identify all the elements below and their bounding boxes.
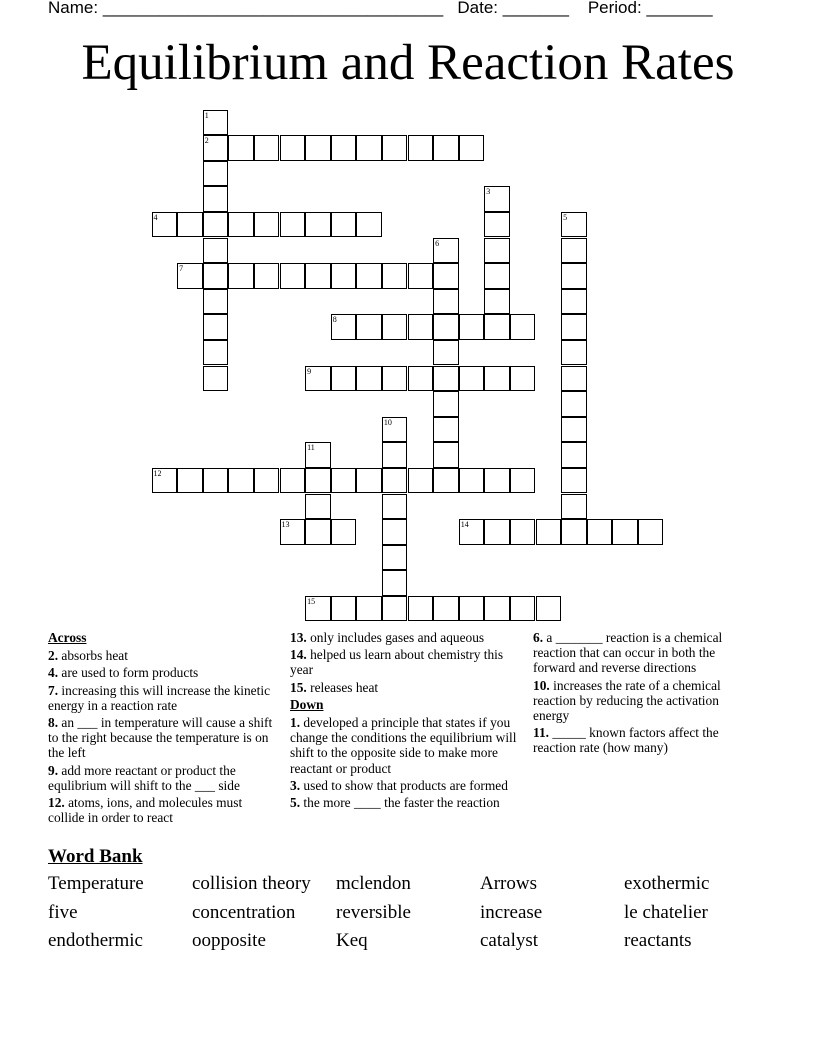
- crossword-cell[interactable]: [561, 391, 587, 417]
- crossword-cell[interactable]: [203, 340, 229, 366]
- clue-column-2: [290, 630, 522, 812]
- clue-number: 4.: [48, 665, 59, 681]
- crossword-cell[interactable]: [382, 263, 408, 289]
- across-clue-9: [48, 763, 274, 793]
- word-bank-word: reactants: [624, 930, 692, 951]
- word-bank-word: Temperature: [48, 873, 144, 894]
- clue-number: 15.: [290, 679, 307, 695]
- crossword-cell[interactable]: [280, 212, 306, 238]
- crossword-cell[interactable]: [433, 135, 459, 161]
- crossword-cell[interactable]: [561, 417, 587, 443]
- crossword-cell[interactable]: [382, 135, 408, 161]
- clue-number: 11.: [533, 725, 549, 741]
- cell-number: 9: [307, 366, 312, 376]
- crossword-cell[interactable]: [331, 596, 357, 622]
- across-clue-13: [290, 630, 522, 645]
- crossword-cell[interactable]: [177, 263, 203, 289]
- name-blank[interactable]: ____________________________________: [102, 0, 444, 17]
- crossword-cell[interactable]: [459, 314, 485, 340]
- word-bank-word: le chatelier: [624, 902, 708, 923]
- crossword-cell[interactable]: [433, 314, 459, 340]
- crossword-cell[interactable]: [254, 263, 280, 289]
- crossword-cell[interactable]: [382, 442, 408, 468]
- crossword-cell[interactable]: [356, 212, 382, 238]
- clue-text: are used to form products: [61, 665, 199, 681]
- crossword-cell[interactable]: [561, 366, 587, 392]
- crossword-cell[interactable]: [280, 263, 306, 289]
- down-heading: Down: [290, 696, 324, 712]
- crossword-cell[interactable]: [177, 468, 203, 494]
- word-bank-word: Keq: [336, 930, 368, 951]
- crossword-cell[interactable]: [433, 238, 459, 264]
- crossword-cell[interactable]: [203, 238, 229, 264]
- crossword-cell[interactable]: [382, 417, 408, 443]
- crossword-cell[interactable]: [484, 289, 510, 315]
- word-bank-word: endothermic: [48, 930, 143, 951]
- crossword-cell[interactable]: [203, 161, 229, 187]
- crossword-cell[interactable]: [382, 494, 408, 520]
- crossword-cell[interactable]: [305, 212, 331, 238]
- crossword-cell[interactable]: [408, 135, 434, 161]
- crossword-cell[interactable]: [228, 468, 254, 494]
- crossword-cell[interactable]: [356, 314, 382, 340]
- cell-number: 12: [153, 468, 162, 478]
- crossword-cell[interactable]: [203, 212, 229, 238]
- crossword-cell[interactable]: [561, 263, 587, 289]
- crossword-cell[interactable]: [561, 442, 587, 468]
- crossword-cell[interactable]: [459, 366, 485, 392]
- clue-text: a _______ reaction is a chemical reaction that can occur in both the forward and reverse directions: [533, 630, 723, 676]
- crossword-cell[interactable]: [561, 340, 587, 366]
- clue-number: 6.: [533, 630, 544, 645]
- crossword-cell[interactable]: [561, 494, 587, 520]
- down-clue-11: [533, 725, 755, 755]
- crossword-cell[interactable]: [484, 263, 510, 289]
- name-label: Name:: [48, 0, 99, 17]
- crossword-cell[interactable]: [433, 417, 459, 443]
- crossword-cell[interactable]: [510, 519, 536, 545]
- word-bank-word: exothermic: [624, 873, 710, 894]
- crossword-cell[interactable]: [382, 545, 408, 571]
- clue-text: only includes gases and aqueous: [310, 630, 485, 645]
- crossword-cell[interactable]: [254, 212, 280, 238]
- crossword-cell[interactable]: [408, 596, 434, 622]
- clue-text: releases heat: [310, 679, 379, 695]
- clue-text: increasing this will increase the kinetic energy in a reaction rate: [48, 682, 271, 713]
- crossword-cell[interactable]: [510, 314, 536, 340]
- crossword-cell[interactable]: [331, 212, 357, 238]
- crossword-cell[interactable]: [152, 212, 178, 238]
- crossword-cell[interactable]: [433, 596, 459, 622]
- word-bank-word: reversible: [336, 902, 411, 923]
- crossword-cell[interactable]: [331, 135, 357, 161]
- across-clue-15: [290, 680, 522, 695]
- crossword-cell[interactable]: [433, 340, 459, 366]
- crossword-cell[interactable]: [561, 289, 587, 315]
- crossword-cell[interactable]: [561, 468, 587, 494]
- crossword-cell[interactable]: [382, 468, 408, 494]
- clue-text: atoms, ions, and molecules must collide in order to react: [48, 795, 243, 826]
- word-bank-title: Word Bank: [48, 846, 143, 867]
- crossword-cell[interactable]: [228, 263, 254, 289]
- clue-text: used to show that products are formed: [303, 777, 508, 793]
- crossword-cell[interactable]: [587, 519, 613, 545]
- across-clue-12: [48, 795, 274, 825]
- cell-number: 4: [153, 212, 158, 222]
- down-clue-5: [290, 795, 522, 810]
- cell-number: 2: [204, 136, 209, 146]
- down-clue-3: [290, 778, 522, 793]
- clue-number: 1.: [290, 715, 301, 731]
- crossword-cell[interactable]: [510, 366, 536, 392]
- cell-number: 5: [563, 212, 568, 222]
- crossword-cell[interactable]: [228, 212, 254, 238]
- clue-number: 2.: [48, 648, 59, 664]
- clue-text: developed a principle that states if you change the conditions the equilibrium will shift to the opposite side to make more reactant or product: [290, 715, 517, 776]
- crossword-cell[interactable]: [305, 366, 331, 392]
- crossword-cell[interactable]: [305, 468, 331, 494]
- clue-number: 8.: [48, 715, 59, 731]
- crossword-cell[interactable]: [305, 519, 331, 545]
- crossword-cell[interactable]: [331, 519, 357, 545]
- clue-number: 7.: [48, 682, 59, 698]
- clue-number: 9.: [48, 762, 59, 778]
- crossword-cell[interactable]: [433, 468, 459, 494]
- clue-text: an ___ in temperature will cause a shift to the right because the temperature is on the left: [48, 715, 273, 761]
- crossword-cell[interactable]: [280, 468, 306, 494]
- clue-text: _____ known factors affect the reaction rate (how many): [533, 725, 719, 756]
- crossword-cell[interactable]: [203, 263, 229, 289]
- crossword-cell[interactable]: [305, 135, 331, 161]
- crossword-cell[interactable]: [433, 391, 459, 417]
- cell-number: 15: [307, 596, 316, 606]
- crossword-cell[interactable]: [356, 596, 382, 622]
- cell-number: 3: [486, 187, 491, 197]
- crossword-cell[interactable]: [484, 366, 510, 392]
- clue-number: 14.: [290, 647, 307, 663]
- word-bank-word: collision theory: [192, 873, 311, 894]
- across-clue-7: [48, 683, 274, 713]
- crossword-cell[interactable]: [382, 519, 408, 545]
- cell-number: 8: [332, 315, 337, 325]
- crossword-cell[interactable]: [561, 238, 587, 264]
- cell-number: 7: [179, 264, 184, 274]
- crossword-cell[interactable]: [484, 314, 510, 340]
- crossword-cell[interactable]: [356, 135, 382, 161]
- clue-text: add more reactant or product the equlibrium will shift to the ___ side: [48, 762, 240, 793]
- crossword-cell[interactable]: [356, 468, 382, 494]
- crossword-cell[interactable]: [510, 468, 536, 494]
- cell-number: 13: [281, 520, 290, 530]
- clue-column-1: [48, 630, 274, 827]
- crossword-cell[interactable]: [203, 314, 229, 340]
- crossword-cell[interactable]: [408, 314, 434, 340]
- crossword-cell[interactable]: [433, 366, 459, 392]
- cell-number: 10: [383, 417, 392, 427]
- crossword-cell[interactable]: [433, 442, 459, 468]
- clue-text: absorbs heat: [61, 648, 128, 664]
- crossword-cell[interactable]: [203, 289, 229, 315]
- crossword-cell[interactable]: [459, 135, 485, 161]
- word-bank-word: catalyst: [480, 930, 539, 951]
- crossword-cell[interactable]: [536, 519, 562, 545]
- crossword-cell[interactable]: [331, 314, 357, 340]
- crossword-cell[interactable]: [305, 442, 331, 468]
- crossword-cell[interactable]: [484, 212, 510, 238]
- cell-number: 1: [204, 110, 209, 120]
- crossword-cell[interactable]: [510, 596, 536, 622]
- down-clue-10: [533, 678, 755, 724]
- crossword-cell[interactable]: [228, 135, 254, 161]
- across-clue-14: [290, 647, 522, 677]
- crossword-cell[interactable]: [561, 314, 587, 340]
- crossword-cell[interactable]: [356, 366, 382, 392]
- crossword-cell[interactable]: [254, 135, 280, 161]
- period-label: Period:: [587, 0, 642, 17]
- crossword-cell[interactable]: [484, 519, 510, 545]
- crossword-cell[interactable]: [152, 468, 178, 494]
- crossword-cell[interactable]: [484, 596, 510, 622]
- crossword-cell[interactable]: [305, 263, 331, 289]
- period-blank[interactable]: _______: [646, 0, 713, 17]
- crossword-cell[interactable]: [254, 468, 280, 494]
- date-label: Date:: [457, 0, 498, 17]
- clue-text: increases the rate of a chemical reaction by reducing the activation energy: [533, 677, 721, 724]
- word-bank-word: oopposite: [192, 930, 266, 951]
- crossword-cell[interactable]: [203, 110, 229, 136]
- crossword-cell[interactable]: [612, 519, 638, 545]
- crossword-cell[interactable]: [382, 570, 408, 596]
- crossword-cell[interactable]: [408, 366, 434, 392]
- cell-number: 6: [435, 238, 440, 248]
- clue-number: 10.: [533, 677, 550, 693]
- crossword-cell[interactable]: [382, 596, 408, 622]
- crossword-cell[interactable]: [331, 263, 357, 289]
- clue-number: 3.: [290, 777, 301, 793]
- word-bank-word: concentration: [192, 902, 296, 923]
- crossword-cell[interactable]: [177, 212, 203, 238]
- crossword-cell[interactable]: [459, 596, 485, 622]
- crossword-cell[interactable]: [638, 519, 664, 545]
- crossword-cell[interactable]: [536, 596, 562, 622]
- crossword-cell[interactable]: [305, 494, 331, 520]
- across-heading: Across: [48, 630, 87, 645]
- crossword-cell[interactable]: [305, 596, 331, 622]
- crossword-cell[interactable]: [433, 263, 459, 289]
- clue-column-3: [533, 630, 755, 758]
- crossword-cell[interactable]: [408, 263, 434, 289]
- crossword-cell[interactable]: [382, 366, 408, 392]
- word-bank-word: Arrows: [480, 873, 537, 894]
- crossword-cell[interactable]: [382, 314, 408, 340]
- crossword-cell[interactable]: [484, 468, 510, 494]
- cell-number: 11: [307, 443, 315, 453]
- crossword-cell[interactable]: [484, 186, 510, 212]
- crossword-cell[interactable]: [356, 263, 382, 289]
- page-title: Equilibrium and Reaction Rates: [81, 35, 735, 91]
- clue-text: the more ____ the faster the reaction: [303, 795, 500, 811]
- date-blank[interactable]: _______: [502, 0, 569, 17]
- clue-number: 12.: [48, 795, 65, 811]
- crossword-cell[interactable]: [561, 212, 587, 238]
- word-bank-word: five: [48, 902, 78, 923]
- crossword-cell[interactable]: [203, 186, 229, 212]
- crossword-cell[interactable]: [203, 135, 229, 161]
- crossword-cell[interactable]: [484, 238, 510, 264]
- crossword-cell[interactable]: [203, 366, 229, 392]
- crossword-cell[interactable]: [280, 135, 306, 161]
- clue-number: 5.: [290, 795, 301, 811]
- crossword-cell[interactable]: [203, 468, 229, 494]
- clue-number: 13.: [290, 630, 307, 645]
- crossword-cell[interactable]: [561, 519, 587, 545]
- crossword-cell[interactable]: [331, 366, 357, 392]
- crossword-cell[interactable]: [459, 519, 485, 545]
- crossword-cell[interactable]: [459, 468, 485, 494]
- down-clue-1: [290, 715, 522, 776]
- word-bank-word: increase: [480, 902, 543, 923]
- crossword-cell[interactable]: [280, 519, 306, 545]
- crossword-cell[interactable]: [331, 468, 357, 494]
- down-clue-6: [533, 630, 755, 676]
- across-clue-2: [48, 648, 274, 663]
- crossword-cell[interactable]: [408, 468, 434, 494]
- clue-text: helped us learn about chemistry this year: [290, 647, 504, 678]
- crossword-cell[interactable]: [433, 289, 459, 315]
- word-bank-word: mclendon: [336, 873, 411, 894]
- across-clue-4: [48, 665, 274, 680]
- across-clue-8: [48, 715, 274, 761]
- cell-number: 14: [460, 520, 469, 530]
